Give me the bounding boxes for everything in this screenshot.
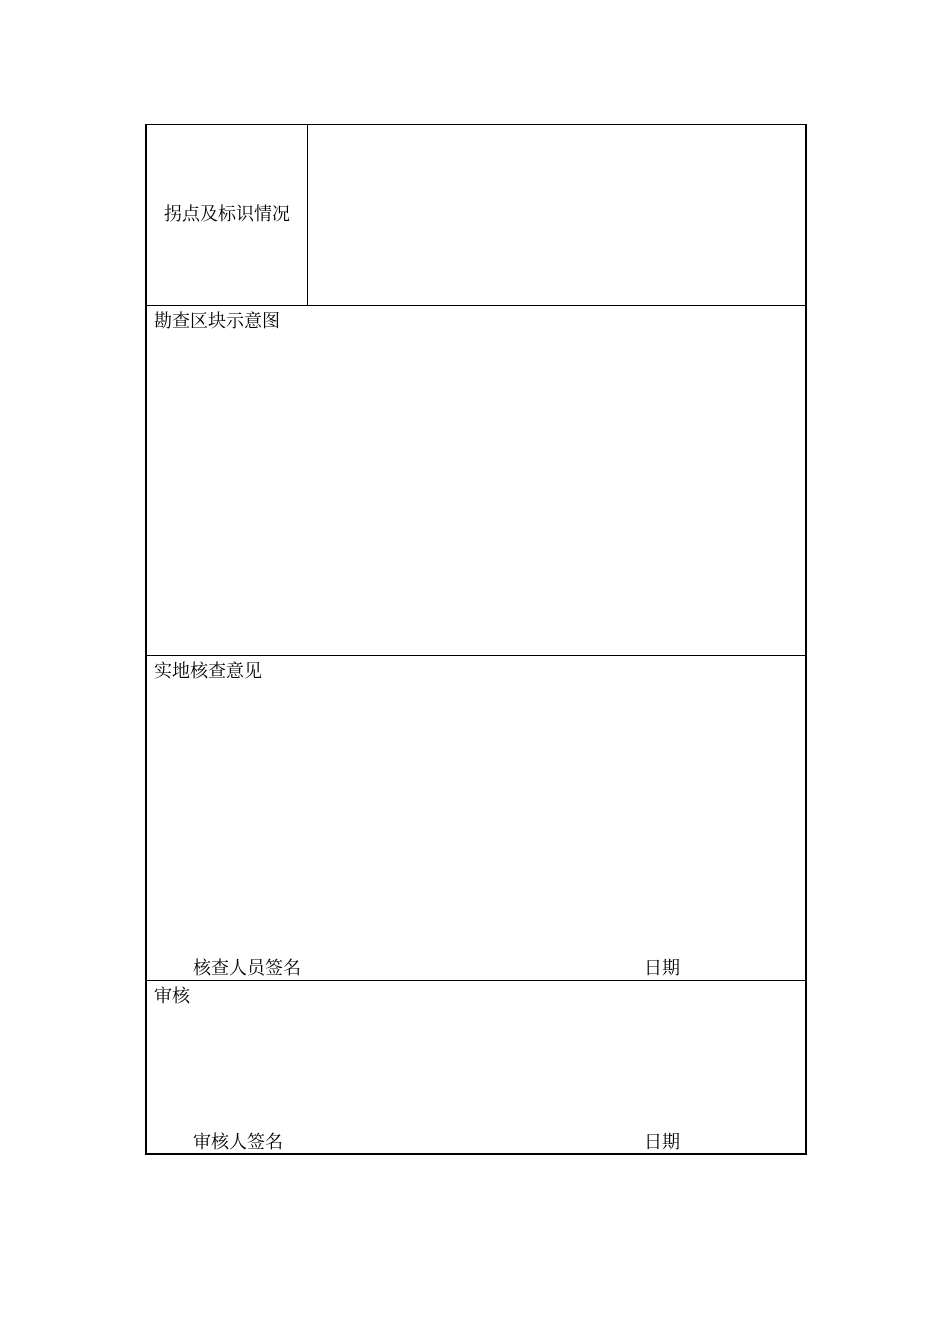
field-check-title: 实地核查意见 bbox=[154, 661, 262, 682]
turning-points-label-cell bbox=[147, 125, 308, 305]
turning-points-row bbox=[147, 125, 805, 306]
sketch-drawing-area[interactable] bbox=[147, 336, 805, 627]
inspection-form-table bbox=[145, 124, 807, 1155]
field-check-row bbox=[147, 656, 805, 981]
review-row bbox=[147, 981, 805, 1154]
turning-points-value-cell[interactable] bbox=[308, 125, 805, 305]
review-signature-label: 审核人签名 bbox=[193, 1132, 283, 1153]
turning-points-label: 拐点及标识情况 bbox=[164, 204, 290, 225]
sketch-title: 勘查区块示意图 bbox=[154, 311, 280, 332]
review-date-label: 日期 bbox=[644, 1132, 680, 1153]
review-opinion-area[interactable] bbox=[147, 1011, 805, 1126]
sketch-row bbox=[147, 306, 805, 656]
review-title: 审核 bbox=[154, 986, 190, 1007]
field-check-signature-label: 核查人员签名 bbox=[193, 958, 301, 979]
field-check-date-label: 日期 bbox=[644, 958, 680, 979]
field-check-opinion-area[interactable] bbox=[147, 686, 805, 952]
